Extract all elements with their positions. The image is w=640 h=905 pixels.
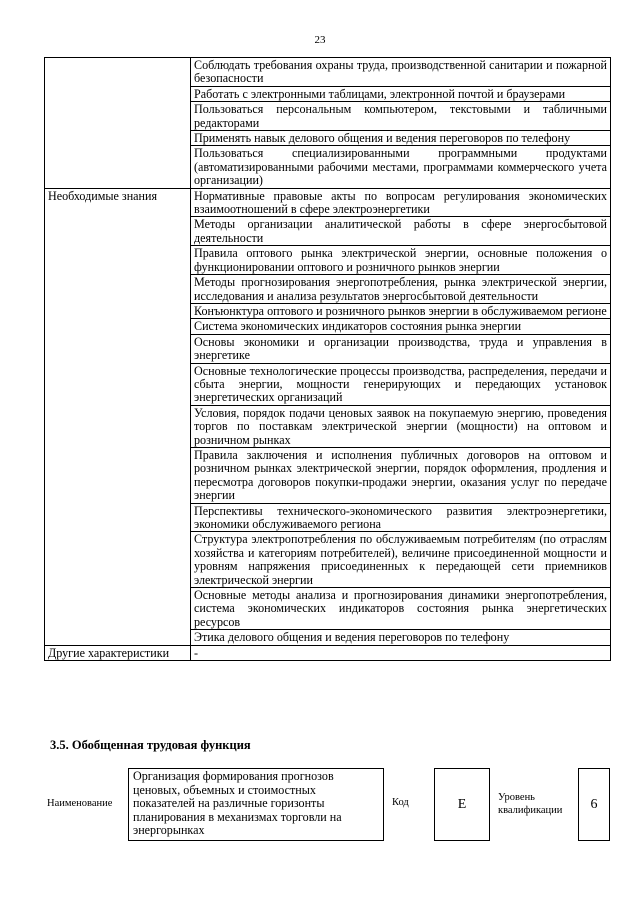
table-cell: Перспективы технического-экономического развития электроэнергетики, экономики обслуживаемого региона	[191, 503, 611, 532]
table-cell: Конъюнктура оптового и розничного рынков энергии в обслуживаемом регионе	[191, 303, 611, 318]
function-name-box: Организация формирования прогнозов ценовых, объемных и стоимостных показателей на различные горизонты планирования в механизмах торговли на энергорынках	[128, 768, 384, 841]
table-cell: Структура электропотребления по обслуживаемым потребителям (по отраслям хозяйства и категориям потребителей), величине присоединенной мощности и уровням напряжения присоединенных к передающей сети приемников электрической энергии	[191, 532, 611, 588]
table-cell: Пользоваться специализированными программными продуктами (автоматизированными рабочими местами, программами коммерческого учета организации)	[191, 146, 611, 188]
table-cell: -	[191, 645, 611, 660]
level-box: 6	[578, 768, 610, 841]
table-cell: Основы экономики и организации производства, труда и управления в энергетике	[191, 334, 611, 363]
table-cell: Нормативные правовые акты по вопросам регулирования экономических взаимоотношений в сфере электроэнергетики	[191, 188, 611, 217]
page-number: 23	[314, 34, 326, 46]
table-cell: Методы организации аналитической работы в сфере энергосбытовой деятельности	[191, 217, 611, 246]
table-cell: Этика делового общения и ведения переговоров по телефону	[191, 630, 611, 645]
code-box: E	[434, 768, 490, 841]
table-cell: Соблюдать требования охраны труда, производственной санитарии и пожарной безопасности	[191, 58, 611, 87]
table-row	[45, 58, 611, 87]
code-label: Код	[392, 797, 409, 808]
table-row	[45, 188, 611, 217]
table-row	[45, 645, 611, 660]
row-label-other: Другие характеристики	[45, 645, 191, 660]
table-cell: Основные технологические процессы производства, распределения, передачи и сбыта энергии, мощности генерирующих и передающих установок энергетических организаций	[191, 363, 611, 405]
table-cell: Система экономических индикаторов состояния рынка энергии	[191, 319, 611, 334]
table-cell: Правила оптового рынка электрической энергии, основные положения о функционировании оптового и розничного рынков энергии	[191, 246, 611, 275]
name-label: Наименование	[47, 798, 113, 809]
row-label-knowledge: Необходимые знания	[45, 188, 191, 645]
table-cell: Основные методы анализа и прогнозирования динамики энергопотребления, система экономических индикаторов состояния рынка энергетических ресурсов	[191, 588, 611, 630]
requirements-table	[44, 57, 611, 661]
table-cell: Применять навык делового общения и ведения переговоров по телефону	[191, 131, 611, 146]
row-label-skills	[45, 58, 191, 189]
table-cell: Пользоваться персональным компьютером, текстовыми и табличными редакторами	[191, 102, 611, 131]
table-cell: Работать с электронными таблицами, электронной почтой и браузерами	[191, 86, 611, 101]
table-cell: Методы прогнозирования энергопотребления, рынка электрической энергии, исследования и анализа результатов энергосбытовой деятельности	[191, 275, 611, 304]
table-cell: Условия, порядок подачи ценовых заявок на покупаемую энергию, проведения торгов по поставкам электрической энергии (мощности) на оптовом и розничном рынках	[191, 405, 611, 447]
level-label: Уровень квалификации	[498, 792, 563, 816]
section-title: 3.5. Обобщенная трудовая функция	[50, 738, 251, 752]
table-cell: Правила заключения и исполнения публичных договоров на оптовом и розничном рынках электрической энергии, порядок оформления, продления и пересмотра договоров покупки-продажи энергии, оказания услуг по передаче энергии	[191, 447, 611, 503]
